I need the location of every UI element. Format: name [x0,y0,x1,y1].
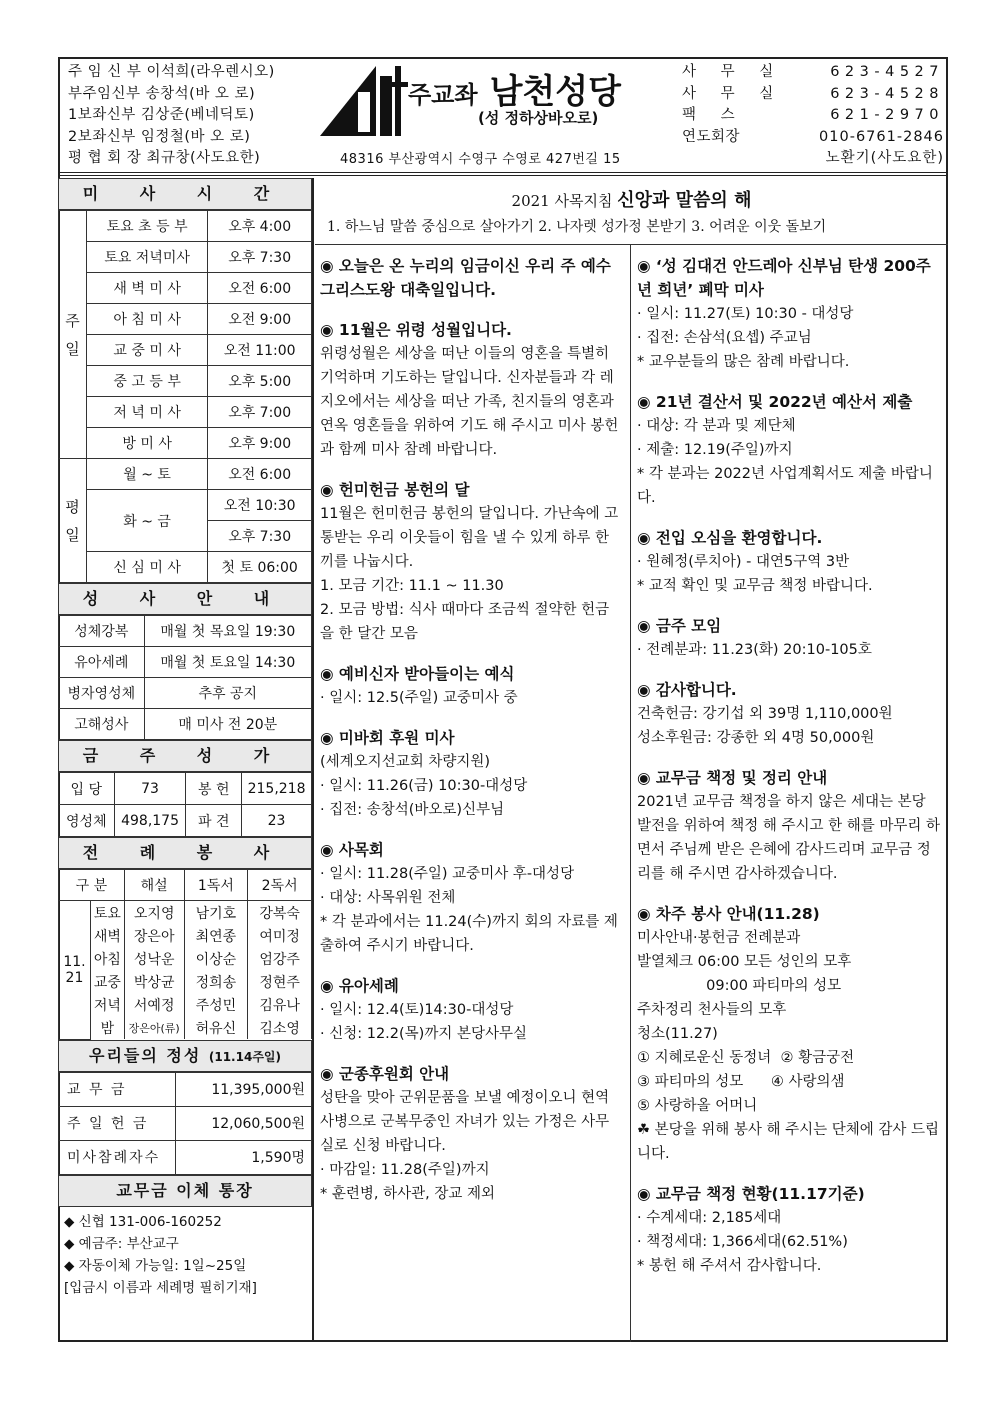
notice-line: * 훈련병, 하사관, 장교 제외 [320,1186,495,1202]
notice-line: · 일시: 12.4(토)14:30-대성당 [320,1002,514,1018]
mass-name: 토요 초 등 부 [86,211,207,242]
mass-row [59,304,312,335]
notice-heading: ◉ 미바회 후원 미사 [320,729,455,747]
notice-heading: ◉ 금주 모임 [637,617,722,635]
notice-heading: ◉ 21년 결산서 및 2022년 예산서 제출 [637,393,913,411]
offerings-table [58,1072,312,1175]
liturgy-row: 교중 박상균 정희송 정현주 [59,970,312,993]
sacrament-name: 병자영성체 [59,678,145,709]
contact-name: 노환기(사도요한) [825,150,944,166]
liturgy-row: 11. 21 토요 오지영 남기호 강복숙 [59,901,312,925]
clergy-line: 2보좌신부 임정철(바 오 로) [68,128,251,145]
notice-section [320,1062,622,1222]
account-line: ◆ 예금주: 부산교구 [64,1235,179,1252]
notice-line: 청소(11.27) [637,1026,718,1042]
sacrament-time: 매월 첫 토요일 14:30 [144,647,311,678]
mass-time: 오전 6:00 [208,459,312,490]
sacrament-time: 추후 공지 [144,678,311,709]
notice-line: 건축헌금: 강기섭 외 39명 1,110,000원 [637,706,893,722]
notice-line: · 일시: 11.26(금) 10:30-대성당 [320,778,528,794]
banner-goals: 1. 하느님 말씀 중심으로 살아가기 2. 나자렛 성가정 본받기 3. 어려운 이웃 돌보기 [327,219,827,235]
parish-subtitle: (성 정하상바오로) [478,109,599,127]
offering-value: 11,395,000원 [176,1072,312,1106]
contact-row [682,148,944,170]
liturgy-table [58,869,312,1040]
sacrament-time: 매월 첫 목요일 19:30 [144,616,311,647]
mass-row [59,490,312,521]
notices-right [637,254,942,1294]
notice-line: · 일시: 11.28(주일) 교중미사 후-대성당 [320,866,575,882]
offering-row [59,1140,312,1174]
sacrament-row [59,616,312,647]
notice-section [320,726,622,838]
contact-row: 사 무 실 623-4527 [682,64,944,80]
notice-line: · 책정세대: 1,366세대(62.51%) [637,1234,848,1250]
notice-line: · 대상: 사목위원 전체 [320,890,456,906]
weekday-label: 평 일 [59,459,87,583]
notice-line: 09:00 파티마의 성모 [637,978,842,994]
notice-section [320,838,622,974]
notice-heading: ◉ 예비신자 받아들이는 예식 [320,665,515,683]
sacrament-name: 고해성사 [59,709,145,740]
notice-heading: ◉ 유아세례 [320,977,399,995]
liturgy-date: 11. 21 [59,901,91,1040]
sacraments-table [58,615,312,740]
mass-times-title: 미 사 시 간 [58,178,312,210]
sacrament-time: 매 미사 전 20분 [144,709,311,740]
notice-line: * 교우분들의 많은 참례 바랍니다. [637,354,850,370]
notice-line: 2. 모금 방법: 식사 때마다 조금씩 절약한 헌금을 한 달간 모음 [320,602,610,642]
liturgy-row: 저녁 서예정 주성민 김유나 [59,993,312,1016]
notice-heading: ◉ 군종후원회 안내 [320,1065,450,1083]
mass-time: 오전 6:00 [208,273,312,304]
mass-time: 오후 9:00 [208,428,312,459]
liturgy-row: 아침 성낙운 이상순 엄강주 [59,947,312,970]
offering-value: 12,060,500원 [176,1106,312,1140]
notice-line: * 각 분과에서는 11.24(수)까지 회의 자료를 제출하여 주시기 바랍니다. [320,914,618,954]
clergy-list [68,62,313,170]
contact-row: 연도회장 010-6761-2846 [682,128,944,145]
sacraments-title: 성 사 안 내 [58,583,312,615]
notice-section [637,1182,942,1294]
clergy-line: 주 임 신 부 이석희(라우렌시오) [68,64,275,80]
church-logo-icon [318,62,410,140]
notice-section [320,662,622,726]
contacts [682,62,944,170]
mass-time: 오전 9:00 [208,304,312,335]
notice-line: * 각 분과는 2022년 사업계획서도 제출 바랍니다. [637,466,933,506]
column-divider [630,244,631,1342]
notice-line: * 봉헌 해 주셔서 감사합니다. [637,1258,822,1274]
notice-section [320,318,622,478]
notice-section [320,478,622,662]
contact-row: 팩 스 621-2970 [682,107,944,123]
mass-name: 화 ~ 금 [86,490,207,552]
notice-heading: ◉ ‘성 김대건 안드레아 신부님 탄생 200주년 희년’ 폐막 미사 [637,257,931,299]
mass-row [59,273,312,304]
offering-label: 미사참례자수 [59,1140,176,1174]
mass-row [59,335,312,366]
mass-row [59,428,312,459]
banner-title: 2021 사목지침 신앙과 말씀의 해 [511,190,752,211]
mass-row [59,397,312,428]
clergy-line: 1보좌신부 김상준(베네딕토) [68,107,255,123]
notice-line: 성탄을 맞아 군위문품을 보낼 예정이오니 현역사병으로 군복무중인 자녀가 있는 가정은 사무실로 신청 바랍니다. [320,1090,610,1154]
liturgy-row: 새벽 장은아 최연종 여미정 [59,924,312,947]
hymns-title: 금 주 성 가 [58,740,312,772]
header-divider [58,172,948,176]
left-column [58,178,314,1342]
notice-section [637,254,942,390]
mass-name: 저 녁 미 사 [86,397,207,428]
notice-heading: ◉ 전입 오심을 환영합니다. [637,529,823,547]
notice-line: · 집전: 송창석(바오로)신부님 [320,802,505,818]
mass-row [59,242,312,273]
mass-time: 오전 11:00 [208,335,312,366]
notice-line: · 전례분과: 11.23(화) 20:10-105호 [637,642,872,658]
mass-time: 오후 5:00 [208,366,312,397]
account-line: [입금시 이름과 세례명 필히기재] [64,1279,257,1296]
mass-name: 새 벽 미 사 [86,273,207,304]
notice-line: ① 지혜로운신 동정녀 ② 황금궁전 [637,1050,855,1066]
mass-time: 오후 4:00 [208,211,312,242]
notice-line: 성소후원금: 강종한 외 4명 50,000원 [637,730,875,746]
notice-section [637,766,942,902]
offering-row [59,1072,312,1106]
notice-heading: ◉ 사목회 [320,841,384,859]
mass-time: 오후 7:00 [208,397,312,428]
address: 48316 부산광역시 수영구 수영로 427번길 15 [340,152,621,167]
offering-label: 주 일 헌 금 [59,1106,176,1140]
notice-heading: ◉ 11월은 위령 성월입니다. [320,321,512,339]
notice-line: · 일시: 12.5(주일) 교중미사 중 [320,690,518,706]
hymns-table: 입 당 73 봉 헌 215,218 영성체 498,175 파 견 23 [58,772,312,837]
notice-heading: ◉ 오늘은 온 누리의 임금이신 우리 주 예수 그리스도왕 대축일입니다. [320,257,611,299]
mass-row [59,366,312,397]
sacrament-name: 유아세례 [59,647,145,678]
parish-title [408,64,621,113]
offerings-title: 우리들의 정성 (11.14주일) [58,1040,312,1072]
account-line: ◆ 신협 131-006-160252 [64,1213,222,1230]
mass-name: 토요 저녁미사 [86,242,207,273]
notice-heading: ◉ 헌미헌금 봉헌의 달 [320,481,470,499]
sacrament-row [59,709,312,740]
notice-line: 위령성월은 세상을 떠난 이들의 영혼을 특별히 기억하며 기도하는 달입니다. 신자분들과 각 레지오에서는 세상을 떠난 가족, 친지들의 영혼과 연옥 영혼들을 위하여 기도 해 주시고 미사 봉헌과 함께 미사 참례 바랍니다. [320,346,619,458]
notices-middle [320,254,622,1222]
notice-section [637,678,942,766]
mass-name: 신 심 미 사 [86,552,207,583]
sunday-label: 주 일 [59,211,87,459]
pastoral-banner [315,178,948,245]
notice-line: 주차정리 천사들의 모후 [637,1002,787,1018]
notice-section [637,614,942,678]
notice-section [320,974,622,1062]
liturgy-row: 밤 장은아(류) 허유신 김소영 [59,1016,312,1039]
mass-name: 교 중 미 사 [86,335,207,366]
notice-line: 미사안내·봉헌금 전례분과 [637,930,801,946]
notice-heading: ◉ 차주 봉사 안내(11.28) [637,905,820,923]
notice-line: · 신청: 12.2(목)까지 본당사무실 [320,1026,527,1042]
notice-line: · 제출: 12.19(주일)까지 [637,442,793,458]
mass-time: 첫 토 06:00 [208,552,312,583]
offering-value: 1,590명 [176,1140,312,1174]
account-info [58,1207,312,1303]
clergy-line: 평 협 회 장 최규창(사도요한) [68,150,261,166]
clergy-line: 부주임신부 송창석(바 오 로) [68,85,256,102]
account-line: ◆ 자동이체 가능일: 1일~25일 [64,1257,247,1274]
notice-line: · 마감일: 11.28(주일)까지 [320,1162,490,1178]
notice-heading: ◉ 교무금 책정 현황(11.17기준) [637,1185,865,1203]
mass-time: 오후 7:30 [208,242,312,273]
notice-line: ☘ 본당을 위해 봉사 해 주시는 단체에 감사 드립니다. [637,1122,939,1162]
sacrament-row [59,678,312,709]
mass-row [59,552,312,583]
notice-line: · 집전: 손삼석(요셉) 주교님 [637,330,812,346]
notice-line: * 교적 확인 및 교무금 책정 바랍니다. [637,578,873,594]
notice-section [637,390,942,526]
liturgy-head: 구 분 해설 1독서 2독서 [59,870,312,901]
notice-line: · 일시: 11.27(토) 10:30 - 대성당 [637,306,854,322]
notice-line: · 원혜정(루치아) - 대연5구역 3반 [637,554,850,570]
mass-name: 월 ~ 토 [86,459,207,490]
notice-line: ⑤ 사랑하올 어머니 [637,1098,758,1114]
mass-row [59,459,312,490]
notice-section [637,526,942,614]
mass-time: 오후 7:30 [208,521,312,552]
notice-heading: ◉ 감사합니다. [637,681,737,699]
sacrament-row [59,647,312,678]
offering-label: 교 무 금 [59,1072,176,1106]
notice-heading: ◉ 교무금 책정 및 정리 안내 [637,769,828,787]
notice-line: 1. 모금 기간: 11.1 ~ 11.30 [320,578,504,594]
mass-name: 아 침 미 사 [86,304,207,335]
notice-section [637,902,942,1182]
notice-line: 2021년 교무금 책정을 하지 않은 세대는 본당 발전을 위하여 책정 해 주시고 한 해를 마무리 하면서 주님께 받은 은혜에 감사드리며 교무금 정리를 해 주시면 감사하겠습니다. [637,794,941,882]
mass-time: 오전 10:30 [208,490,312,521]
notice-line: 발열체크 06:00 모든 성인의 모후 [637,954,852,970]
offering-row [59,1106,312,1140]
liturgy-title: 전 례 봉 사 [58,837,312,869]
notice-section [320,254,622,318]
account-title: 교무금 이체 통장 [58,1175,312,1207]
mass-row [59,211,312,242]
mass-times-table [58,210,312,583]
notice-line: · 수계세대: 2,185세대 [637,1210,782,1226]
notice-line: · 대상: 각 분과 및 제단체 [637,418,796,434]
notice-line: ③ 파티마의 성모 ④ 사랑의샘 [637,1074,845,1090]
notice-line: (세계오지선교회 차량지원) [320,754,490,770]
mass-name: 방 미 사 [86,428,207,459]
title-big: 남천성당 [489,72,621,112]
title-small: 주교좌 [408,81,478,109]
contact-row: 사 무 실 623-4528 [682,85,944,102]
notice-line: 11월은 헌미헌금 봉헌의 달입니다. 가난속에 고통받는 우리 이웃들이 힘을 낼 수 있게 하루 한끼를 나눕시다. [320,506,619,570]
mass-name: 중 고 등 부 [86,366,207,397]
sacrament-name: 성체강복 [59,616,145,647]
